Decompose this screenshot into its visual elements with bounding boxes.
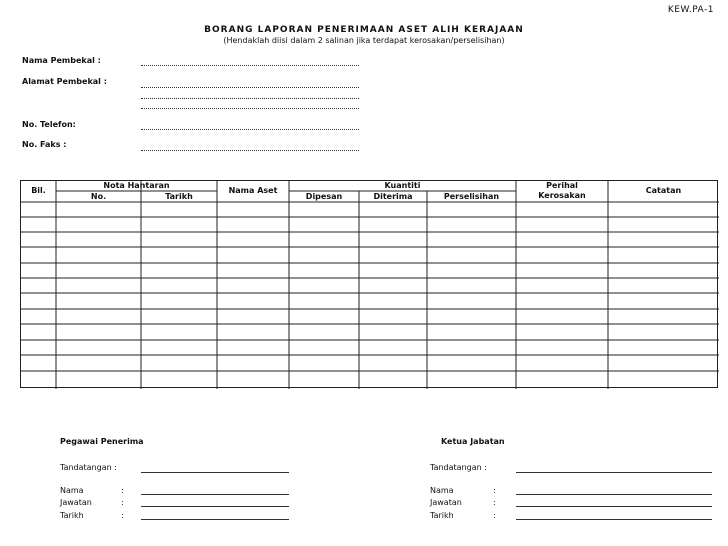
receiver-date-label: Tarikh	[60, 511, 84, 520]
supplier-name-field[interactable]	[141, 65, 359, 66]
supplier-address-field-2[interactable]	[141, 98, 359, 99]
head-date-colon: :	[493, 511, 496, 520]
header-no: No.	[90, 192, 107, 201]
receiver-date-field[interactable]	[141, 519, 289, 520]
supplier-address-label: Alamat Pembekal :	[22, 77, 107, 86]
header-kuantiti: Kuantiti	[384, 181, 421, 190]
head-position-field[interactable]	[516, 506, 712, 507]
receiver-name-field[interactable]	[141, 494, 289, 495]
receiver-date-colon: :	[121, 511, 124, 520]
head-title: Ketua Jabatan	[441, 437, 505, 446]
receiver-position-label: Jawatan	[60, 498, 92, 507]
receiver-position-colon: :	[121, 498, 124, 507]
supplier-address-field-1[interactable]	[141, 87, 359, 88]
head-date-label: Tarikh	[430, 511, 454, 520]
receiver-name-label: Nama	[60, 486, 84, 495]
supplier-phone-label: No. Telefon:	[22, 120, 76, 129]
receiver-title: Pegawai Penerima	[60, 437, 144, 446]
header-dipesan: Dipesan	[305, 192, 343, 201]
form-code: KEW.PA-1	[667, 5, 714, 15]
receipt-table-grid	[21, 181, 719, 389]
header-diterima: Diterima	[373, 192, 413, 201]
head-name-label: Nama	[430, 486, 454, 495]
receiver-signature-label: Tandatangan :	[60, 463, 117, 472]
header-catatan: Catatan	[645, 186, 682, 195]
supplier-fax-field[interactable]	[141, 150, 359, 151]
head-position-label: Jawatan	[430, 498, 462, 507]
header-tarikh: Tarikh	[165, 192, 193, 201]
head-name-field[interactable]	[516, 494, 712, 495]
header-perselisihan: Perselisihan	[443, 192, 500, 201]
form-title: BORANG LAPORAN PENERIMAAN ASET ALIH KERAJAAN	[204, 25, 524, 35]
head-date-field[interactable]	[516, 519, 712, 520]
header-nota-hantaran: Nota Hantaran	[103, 181, 170, 190]
header-nama-aset: Nama Aset	[228, 186, 278, 195]
head-signature-field[interactable]	[516, 472, 712, 473]
header-perihal: Perihal	[546, 181, 578, 190]
supplier-phone-field[interactable]	[141, 129, 359, 130]
receiver-position-field[interactable]	[141, 506, 289, 507]
header-bil: Bil.	[31, 186, 46, 195]
supplier-fax-label: No. Faks :	[22, 140, 67, 149]
receipt-table	[20, 180, 718, 388]
receiver-name-colon: :	[121, 486, 124, 495]
head-signature-label: Tandatangan :	[430, 463, 487, 472]
form-subtitle: (Hendaklah diisi dalam 2 salinan jika terdapat kerosakan/perselisihan)	[223, 36, 505, 45]
supplier-address-field-3[interactable]	[141, 108, 359, 109]
head-name-colon: :	[493, 486, 496, 495]
head-position-colon: :	[493, 498, 496, 507]
supplier-name-label: Nama Pembekal :	[22, 56, 101, 65]
header-kerosakan: Kerosakan	[538, 191, 586, 200]
receiver-signature-field[interactable]	[141, 472, 289, 473]
